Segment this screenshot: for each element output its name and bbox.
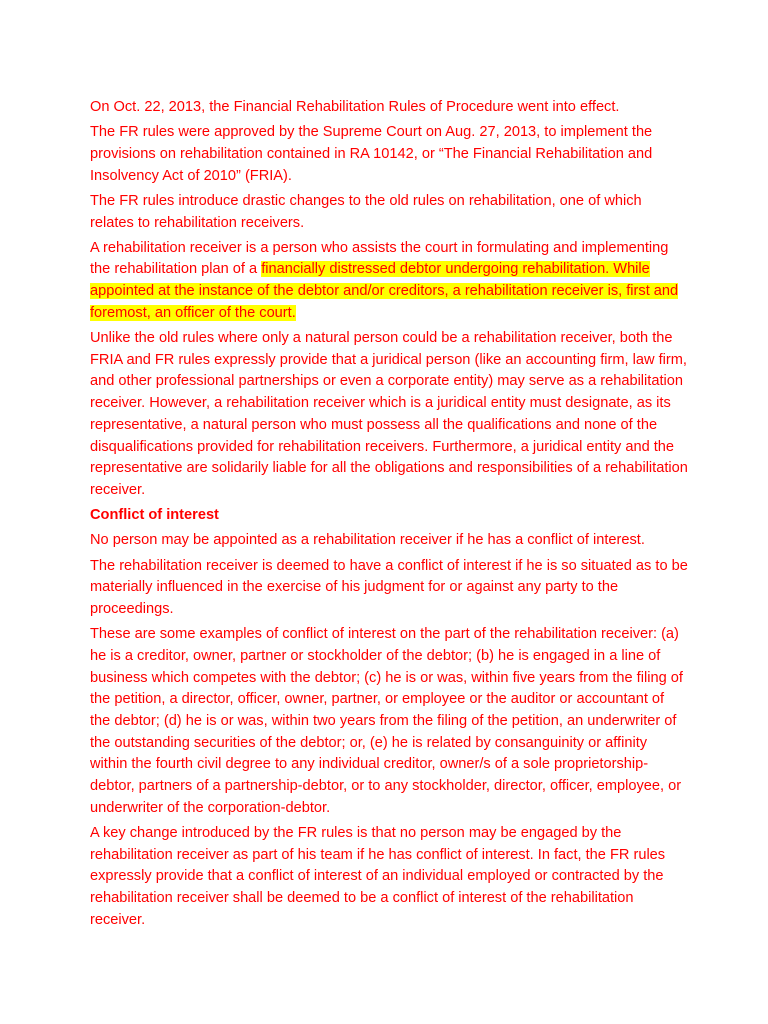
paragraph-drastic-changes: The FR rules introduce drastic changes to the old rules on rehabilitation, one of which relates to rehabilitation receivers. bbox=[90, 192, 642, 231]
paragraph-approval: The FR rules were approved by the Supreme Court on Aug. 27, 2013, to implement the provisions on rehabilitation contained in RA 10142, or “The Financial Rehabilitation and Insolvency Act of 2010” (FRIA). bbox=[90, 124, 653, 184]
paragraph-receiver-definition bbox=[90, 238, 688, 325]
receiver-definition-text: A rehabilitation receiver is a person who assists the court in formulating and implementing the rehabilitation plan of a bbox=[90, 239, 669, 278]
paragraph-effectivity: On Oct. 22, 2013, the Financial Rehabilitation Rules of Procedure went into effect. bbox=[90, 99, 620, 115]
paragraph-juridical-person: Unlike the old rules where only a natural person could be a rehabilitation receiver, both the FRIA and FR rules expressly provide that a juridical person (like an accounting firm, law firm, and other professional partnerships or even a corporate entity) may serve as a rehabilitation receiver. However, a rehabilitation receiver which is a juridical entity must designate, as its representative, a natural person who must possess all the qualifications and none of the disqualifications provided for rehabilitation receivers. Furthermore, a juridical entity and the representative are solidarily liable for all the obligations and responsibilities of a rehabilitation receiver. bbox=[90, 330, 688, 498]
document-body bbox=[90, 97, 688, 935]
paragraph-no-appointment: No person may be appointed as a rehabilitation receiver if he has a conflict of interest. bbox=[90, 532, 645, 549]
highlighted-text: financially distressed debtor undergoing rehabilitation. While appointed at the instance of the debtor and/or creditors, a rehabilitation receiver is, first and foremost, an officer of the court. bbox=[90, 261, 679, 321]
paragraph-deemed-conflict: The rehabilitation receiver is deemed to have a conflict of interest if he is so situated as to be materially influenced in the exercise of his judgment for or against any party to the proceedings. bbox=[90, 557, 688, 617]
section-heading: Conflict of interest bbox=[90, 507, 219, 524]
paragraph-key-change: A key change introduced by the FR rules is that no person may be engaged by the rehabilitation receiver as part of his team if he has conflict of interest. In fact, the FR rules expressly provide that a conflict of interest of an individual employed or contracted by the rehabilitation receiver shall be deemed to be a conflict of interest of the rehabilitation receiver. bbox=[90, 825, 666, 928]
paragraph-examples: These are some examples of conflict of interest on the part of the rehabilitation receiver: (a) he is a creditor, owner, partner or stockholder of the debtor; (b) he is engaged in a line of business which competes with the debtor; (c) he is or was, within five years from the filing of the petition, a director, officer, owner, partner, or employee or the auditor or accountant of the debtor; (d) he is or was, within two years from the filing of the petition, an underwriter of the outstanding securities of the debtor; or, (e) he is related by consanguinity or affinity within the fourth civil degree to any individual creditor, owner/s of a sole proprietorship-debtor, partners of a partnership-debtor, or to any stockholder, director, officer, employee, or underwriter of the corporation-debtor. bbox=[90, 626, 683, 816]
